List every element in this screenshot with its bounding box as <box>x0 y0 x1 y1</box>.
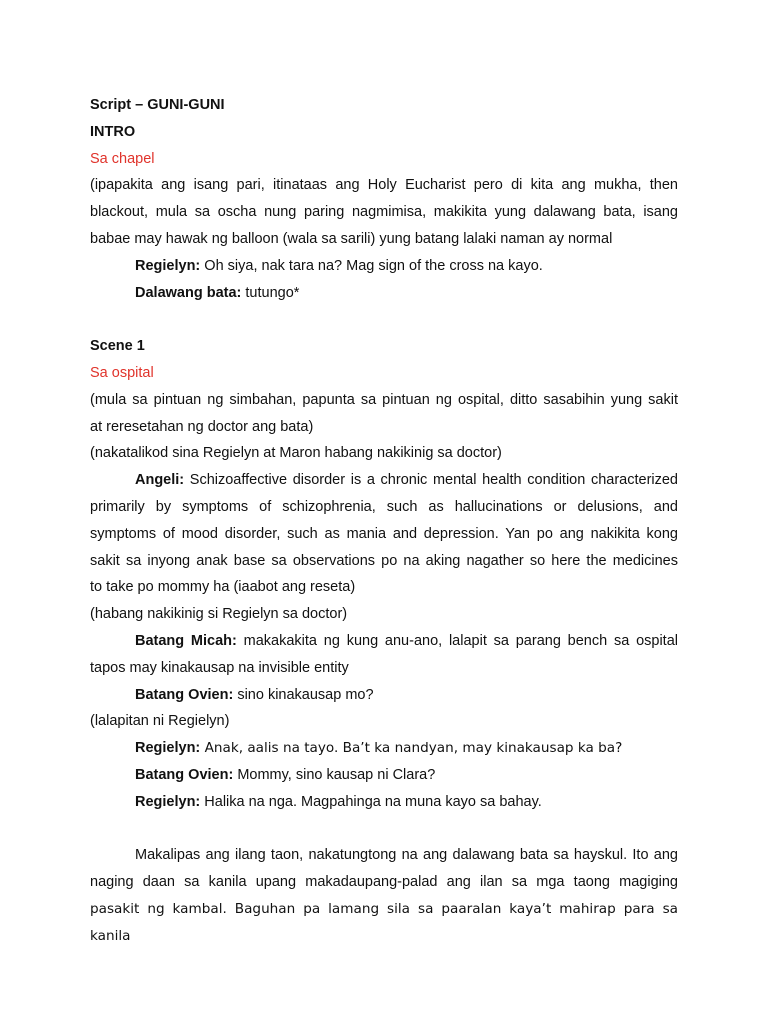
dialogue-line <box>90 628 678 655</box>
scene1-heading: Scene 1 <box>90 338 145 355</box>
scene1-direction-line: (nakatalikod sina Regielyn at Maron habang nakikinig sa doctor) <box>90 445 502 462</box>
dialogue-line <box>90 253 678 280</box>
speaker-name: Batang Ovien: <box>135 686 234 703</box>
intro-direction-line: (ipapakita ang isang pari, itinataas ang Holy Eucharist pero di kita ang mukha, then <box>90 177 678 194</box>
dialogue-line <box>90 735 678 762</box>
narration-line: naging daan sa kanila upang makadaupang-palad ang ilan sa mga taong magiging <box>90 874 678 891</box>
narration-line: Makalipas ang ilang taon, nakatungtong na ang dalawang bata sa hayskul. Ito ang <box>135 847 678 864</box>
speaker-name: Regielyn: <box>135 257 201 274</box>
dialogue-text: Anak, aalis na tayo. Ba’t ka nandyan, may kinakausap ka ba? <box>200 740 623 757</box>
dialogue-line <box>90 467 678 494</box>
dialogue-line <box>90 280 678 307</box>
dialogue-line: sakit sa inyong anak base sa observations po na aking nagather so here the medicines <box>90 552 678 569</box>
dialogue-line <box>90 682 678 709</box>
scene1-direction-line: (habang nakikinig si Regielyn sa doctor) <box>90 606 348 623</box>
dialogue-text: Halika na nga. Magpahinga na muna kayo sa bahay. <box>200 793 542 810</box>
intro-heading: INTRO <box>90 123 136 140</box>
dialogue-text: tutungo* <box>241 284 300 301</box>
scene1-direction-line: at reresetahan ng doctor ang bata) <box>90 418 314 435</box>
speaker-name: Dalawang bata: <box>135 284 242 301</box>
intro-direction-line: blackout, mula sa oscha nung paring nagmimisa, makikita yung dalawang bata, isang <box>90 204 678 221</box>
blank-line <box>90 306 678 333</box>
blank-line <box>90 816 678 843</box>
dialogue-line <box>90 789 678 816</box>
scene1-direction-line: (mula sa pintuan ng simbahan, papunta sa pintuan ng ospital, ditto sasabihin yung sakit <box>90 391 678 408</box>
dialogue-line: to take po mommy ha (iaabot ang reseta) <box>90 579 356 596</box>
dialogue-text: Schizoaffective disorder is a chronic mental health condition characterized <box>184 472 678 489</box>
script-title: Script – GUNI-GUNI <box>90 97 225 113</box>
intro-direction-line: babae may hawak ng balloon (wala sa sarili) yung batang lalaki naman ay normal <box>90 230 613 247</box>
speaker-name: Regielyn: <box>135 793 201 810</box>
speaker-name: Batang Ovien: <box>135 766 234 783</box>
narration-line: pasakit ng kambal. Baguhan pa lamang sila sa paaralan kaya’t mahirap para sa kanila <box>90 900 678 944</box>
dialogue-text: makakakita ng kung anu-ano, lalapit sa parang bench sa ospital <box>236 632 678 649</box>
intro-location: Sa chapel <box>90 150 155 167</box>
dialogue-text: Mommy, sino kausap ni Clara? <box>233 766 436 783</box>
scene1-direction-line: (lalapitan ni Regielyn) <box>90 713 230 730</box>
dialogue-text: Oh siya, nak tara na? Mag sign of the cross na kayo. <box>200 257 543 274</box>
dialogue-line: symptoms of mood disorder, such as mania and depression. Yan po ang nakikita kong <box>90 525 678 542</box>
speaker-name: Batang Micah: <box>135 632 237 649</box>
speaker-name: Regielyn: <box>135 740 201 757</box>
speaker-name: Angeli: <box>135 472 185 489</box>
dialogue-line: primarily by symptoms of schizophrenia, such as hallucinations or delusions, and <box>90 498 678 515</box>
scene1-location: Sa ospital <box>90 364 154 381</box>
dialogue-line: tapos may kinakausap na invisible entity <box>90 659 349 676</box>
dialogue-text: sino kinakausap mo? <box>233 686 374 703</box>
dialogue-line <box>90 762 678 789</box>
